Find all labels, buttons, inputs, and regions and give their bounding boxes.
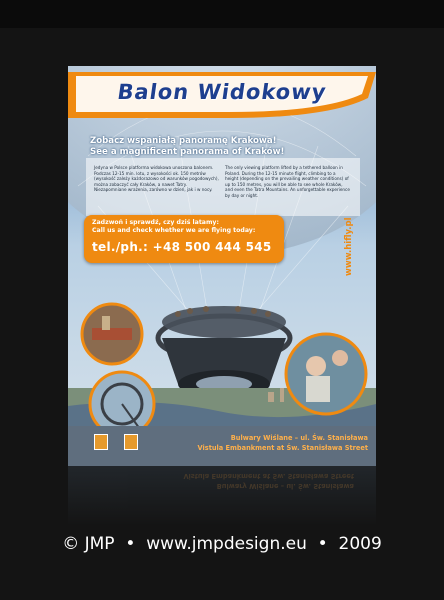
headline-en: See a magnificent panorama of Kraków! [90, 147, 285, 157]
address-pl: Bulwary Wiślane – ul. Św. Stanisława [230, 434, 368, 442]
copyright-footer: © JMP • www.jmpdesign.eu • 2009 [62, 534, 382, 554]
poster [68, 66, 376, 466]
qr-code-icon [94, 434, 108, 450]
website-url: www.hifly.pl [344, 217, 354, 276]
reflection-address-pl: Bulwary Wiślane – ul. Św. Stanisława [216, 482, 354, 490]
call-text-en: Call us and check whether we are flying today: [92, 227, 256, 234]
description-pl: Jedyna w Polsce platforma widokowa unoszona balonem. Podczas 12-15 min. lotu, z wysokości ok. 150 metrów (wysokość zależy każdorazowo od warunków pogodowych), można zobaczyć cały Kraków, a nawet Tatry. Niezapomniane wrażenia, zarówno w dzień, jak i w nocy. [94, 165, 219, 193]
logo-icon [124, 434, 138, 450]
reflection-address-en: Vistula Embankment at Św. Stanisława Street [183, 472, 354, 480]
headline [90, 136, 360, 158]
address-en: Vistula Embankment at Św. Stanisława Street [197, 444, 368, 452]
phone-number: tel./ph.: +48 500 444 545 [92, 240, 272, 254]
poster-reflection [68, 466, 376, 526]
call-text-pl: Zadzwoń i sprawdź, czy dziś latamy: [92, 219, 219, 226]
call-box [84, 215, 284, 263]
poster-photo-background [68, 66, 376, 466]
headline-pl: Zobacz wspaniałą panoramę Krakowa! [90, 136, 277, 146]
poster-title: Balon Widokowy [115, 80, 329, 104]
description-en: The only viewing platform lifted by a tethered balloon in Poland. During the 12-15 minute flight, climbing to a height (depending on the prevailing weather conditions) of up to 150 metres, you will be able to see whole Kraków, and even the Tatra Mountains. An unforgettable experience by day or night. [225, 165, 350, 198]
